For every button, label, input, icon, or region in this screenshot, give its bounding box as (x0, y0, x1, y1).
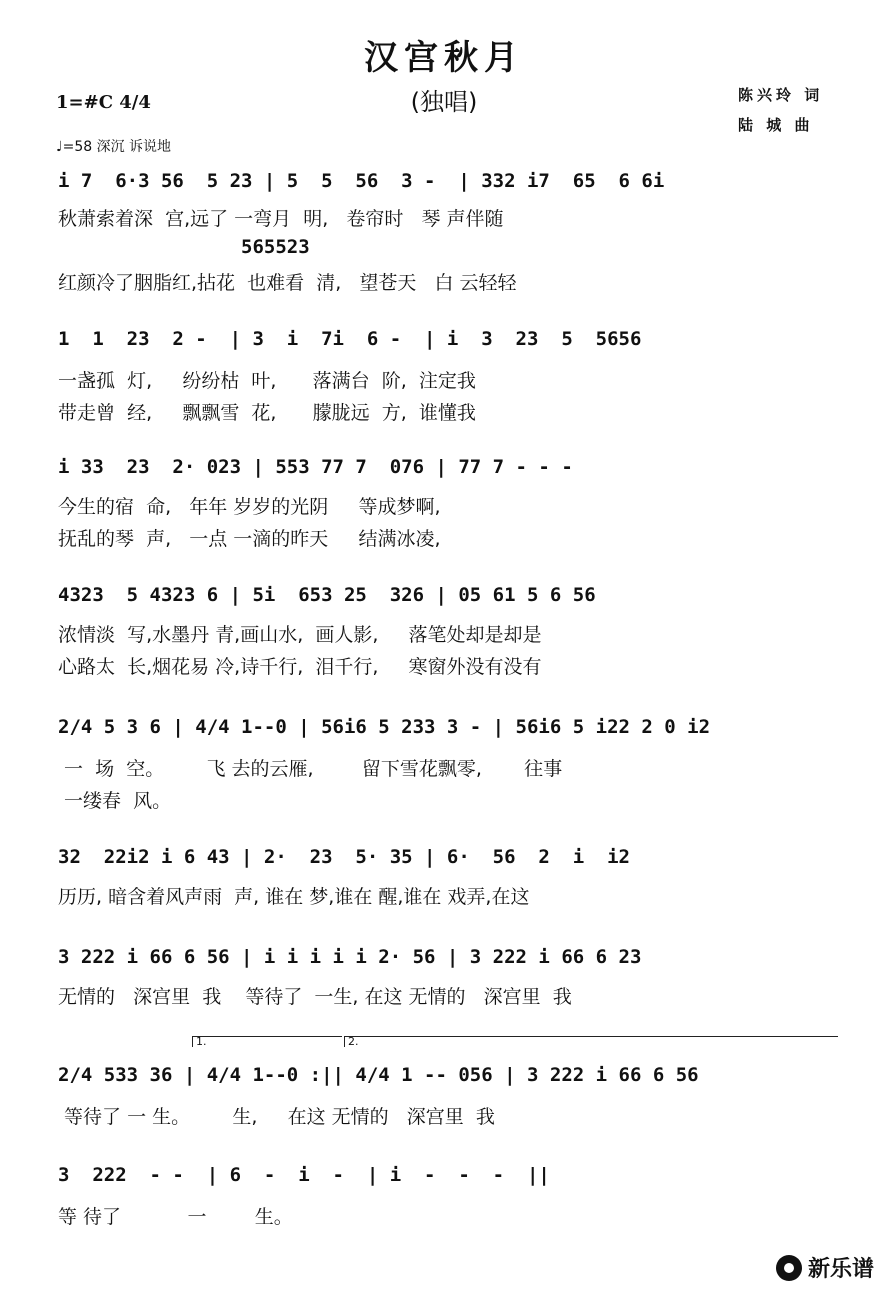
composer-credit: 陆 城 曲 (738, 116, 814, 134)
score-row-3-lyrics-verse2: 抚乱的琴 声, 一点 一滴的昨天 结满冰凌, (58, 528, 441, 550)
score-row-3-lyrics-verse1: 今生的宿 命, 年年 岁岁的光阴 等成梦啊, (58, 496, 441, 518)
score-row-1-notes: i 7 6·3 56 5 23 | 5 5 56 3 - | 332 i7 65 6 6i (58, 170, 665, 192)
volta-first-ending: 1. (192, 1036, 342, 1047)
watermark-logo (776, 1252, 874, 1283)
tempo-marking: ♩=58 深沉 诉说地 (56, 139, 172, 155)
score-row-6-lyrics: 历历, 暗含着风声雨 声, 谁在 梦,谁在 醒,谁在 戏弄,在这 (58, 886, 530, 908)
score-row-6-notes: 32 22i2 i 6 43 | 2· 23 5· 35 | 6· 56 2 i i2 (58, 846, 630, 868)
score-row-2-notes: 1 1 23 2 - | 3 i 7i 6 - | i 3 23 5 5656 (58, 328, 642, 350)
score-row-4-notes: 4323 5 4323 6 | 5i 653 25 326 | 05 61 5 6 56 (58, 584, 596, 606)
song-subtitle: (独唱) (410, 88, 478, 116)
score-row-7-notes: 3 222 i 66 6 56 | i i i i i 2· 56 | 3 222 i 66 6 23 (58, 946, 642, 968)
lyricist-credit: 陈兴玲 词 (738, 86, 824, 104)
score-row-2-lyrics-verse2: 带走曾 经, 飘飘雪 花, 朦胧远 方, 谁懂我 (58, 402, 476, 424)
score-row-4-lyrics-verse1: 浓情淡 写,水墨丹 青,画山水, 画人影, 落笔处却是却是 (58, 624, 542, 646)
score-row-5-lyrics-verse2: 一缕春 风。 (58, 790, 172, 812)
score-row-5-lyrics-verse1: 一 场 空。 飞 去的云雁, 留下雪花飘零, 往事 (58, 758, 563, 780)
score-row-1-lyrics-verse2: 红颜冷了胭脂红,拈花 也难看 清, 望苍天 白 云轻轻 (58, 272, 517, 294)
score-row-8-notes: 2/4 533 36 | 4/4 1--0 :|| 4/4 1 -- 056 | 3 222 i 66 6 56 (58, 1064, 699, 1086)
score-row-1-lyrics-verse1: 秋萧索着深 宫,远了 一弯月 明, 卷帘时 琴 声伴随 (58, 208, 504, 230)
score-row-9-lyrics: 等 待了 一 生。 (58, 1206, 293, 1228)
watermark-text: 新乐谱 (807, 1257, 874, 1282)
disc-icon (776, 1255, 802, 1281)
score-row-5-notes: 2/4 5 3 6 | 4/4 1--0 | 56i6 5 233 3 - | 56i6 5 i22 2 0 i2 (58, 716, 711, 738)
score-row-8-lyrics: 等待了 一 生。 生, 在这 无情的 深宫里 我 (58, 1106, 495, 1128)
volta-second-ending: 2. (344, 1036, 838, 1047)
score-row-9-notes: 3 222 - - | 6 - i - | i - - - || (58, 1164, 550, 1186)
song-title: 汉宫秋月 (364, 38, 524, 78)
score-row-1-alt-notes: 565523 (58, 236, 310, 258)
score-row-3-notes: i 33 23 2· 023 | 553 77 7 076 | 77 7 - - - (58, 456, 573, 478)
score-row-4-lyrics-verse2: 心路太 长,烟花易 冷,诗千行, 泪千行, 寒窗外没有没有 (58, 656, 542, 678)
score-row-2-lyrics-verse1: 一盏孤 灯, 纷纷枯 叶, 落满台 阶, 注定我 (58, 370, 476, 392)
key-signature: 1=#C 4/4 (56, 92, 151, 113)
score-row-7-lyrics: 无情的 深宫里 我 等待了 一生, 在这 无情的 深宫里 我 (58, 986, 572, 1008)
